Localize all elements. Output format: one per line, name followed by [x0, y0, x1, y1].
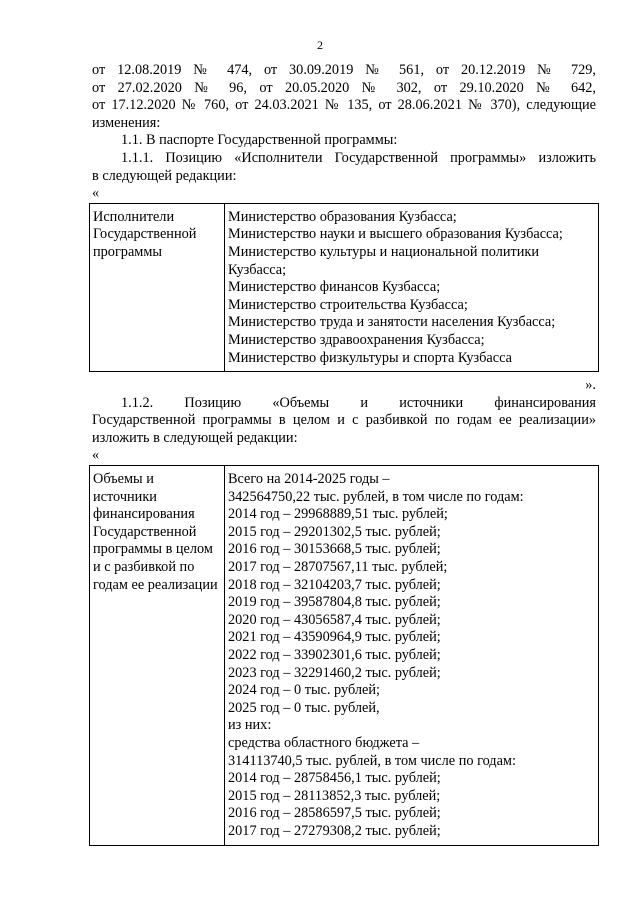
executor-item: Кузбасса;: [228, 261, 287, 278]
intro-line: от 17.12.2020 № 760, от 24.03.2021 № 135, от 28.06.2021 № 370), следующие: [92, 97, 596, 114]
section-1-1-2-line: 1.1.2. Позицию «Объемы и источники финансирования: [121, 394, 596, 411]
executor-item: Министерство науки и высшего образования Кузбасса;: [228, 226, 563, 243]
funding-item: 2015 год – 28113852,3 тыс. рублей;: [228, 787, 441, 804]
executors-value-cell: [225, 203, 599, 371]
funding-item: 2018 год – 32104203,7 тыс. рублей;: [228, 576, 441, 593]
executor-item: Министерство здравоохранения Кузбасса;: [228, 331, 485, 348]
funding-item: 2021 год – 43590964,9 тыс. рублей;: [228, 629, 441, 646]
executors-label: Исполнители Государственной программы: [93, 208, 197, 260]
executors-label-cell: [90, 203, 225, 371]
funding-item: 2014 год – 28758456,1 тыс. рублей;: [228, 770, 441, 787]
executor-item: Министерство строительства Кузбасса;: [228, 296, 468, 313]
intro-line: от 27.02.2020 № 96, от 20.05.2020 № 302, от 29.10.2020 № 642,: [92, 79, 596, 96]
executor-item: Министерство финансов Кузбасса;: [228, 279, 441, 296]
funding-item: 2022 год – 33902301,6 тыс. рублей;: [228, 647, 441, 663]
executor-item: Министерство образования Кузбасса;: [228, 208, 457, 225]
executor-item: Министерство труда и занятости населения Кузбасса;: [228, 314, 556, 331]
table-row: [90, 466, 599, 845]
open-quote: «: [92, 447, 100, 464]
funding-item: 342564750,22 тыс. рублей, в том числе по годам:: [228, 488, 524, 505]
executor-item: Министерство физкультуры и спорта Кузбасса: [228, 349, 512, 366]
funding-item: 2016 год – 28586597,5 тыс. рублей;: [228, 805, 441, 822]
funding-item: 2020 год – 43056587,4 тыс. рублей;: [228, 611, 441, 628]
funding-label: Объемы и источники финансирования Государственной программы в целом и с разбивкой по годам ее реализации: [93, 471, 218, 593]
document-body: [92, 62, 596, 846]
section-1-1-2-line: изложить в следующей редакции:: [92, 429, 298, 446]
section-1-1: 1.1. В паспорте Государственной программы:: [121, 132, 398, 149]
close-quote: ».: [585, 377, 596, 394]
funding-item: 2014 год – 29968889,51 тыс. рублей;: [228, 506, 448, 523]
intro-line: от 12.08.2019 № 474, от 30.09.2019 № 561, от 20.12.2019 № 729,: [92, 62, 596, 78]
funding-item: 314113740,5 тыс. рублей, в том числе по годам:: [228, 752, 516, 769]
funding-label-cell: [90, 466, 225, 845]
funding-item: 2023 год – 32291460,2 тыс. рублей;: [228, 664, 441, 681]
section-1-1-1-line: 1.1.1. Позицию «Исполнители Государственной программы» изложить: [121, 149, 596, 166]
open-quote: «: [92, 185, 100, 202]
funding-item: 2017 год – 27279308,2 тыс. рублей;: [228, 822, 441, 839]
funding-item: 2019 год – 39587804,8 тыс. рублей;: [228, 594, 441, 611]
funding-table: [89, 465, 599, 845]
executor-item: Министерство культуры и национальной политики: [228, 243, 539, 260]
funding-item: из них:: [228, 717, 272, 734]
table-row: [90, 203, 599, 371]
funding-item: Всего на 2014-2025 годы –: [228, 471, 390, 488]
funding-item: 2015 год – 29201302,5 тыс. рублей;: [228, 523, 441, 540]
section-1-1-1-line: в следующей редакции:: [92, 167, 237, 184]
executors-table: [89, 203, 599, 372]
funding-item: средства областного бюджета –: [228, 734, 420, 751]
funding-item: 2016 год – 30153668,5 тыс. рублей;: [228, 541, 441, 558]
funding-item: 2025 год – 0 тыс. рублей,: [228, 699, 380, 716]
funding-item: 2024 год – 0 тыс. рублей;: [228, 682, 380, 699]
intro-line: изменения:: [92, 114, 161, 131]
section-1-1-2-line: Государственной программы в целом и с разбивкой по годам ее реализации»: [92, 412, 596, 429]
funding-value-cell: [225, 466, 599, 845]
page-number: 2: [317, 38, 323, 52]
funding-item: 2017 год – 28707567,11 тыс. рублей;: [228, 559, 448, 576]
